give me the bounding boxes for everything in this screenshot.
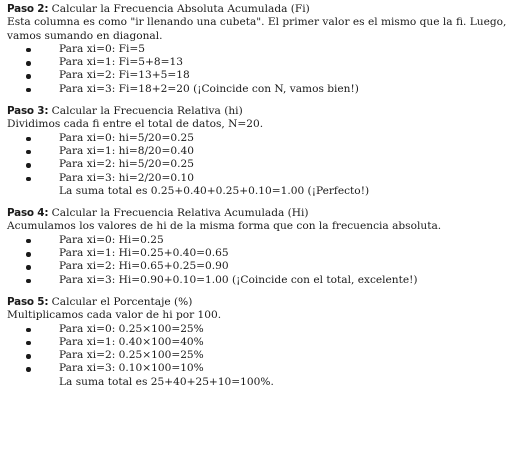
- step-title: Calcular el Porcentaje (%): [48, 295, 193, 308]
- list-item: Para xi=3: Fi=18+2=20 (¡Coincide con N, vamos bien!): [7, 83, 514, 96]
- list-item: Para xi=1: 0.40×100=40%: [7, 336, 514, 349]
- step-title: Calcular la Frecuencia Absoluta Acumulada (Fi): [48, 3, 310, 15]
- list-item: Para xi=2: 0.25×100=25%: [7, 349, 514, 362]
- sum-note: La suma total es 25+40+25+10=100%.: [59, 375, 274, 388]
- step-4-section: [7, 207, 514, 287]
- step-label: Paso 3:: [7, 105, 49, 118]
- calculation-list: [7, 132, 514, 185]
- step-4-heading: [7, 207, 514, 220]
- step-intro: Acumulamos los valores de hi de la misma forma que con la frecuencia absoluta.: [7, 220, 442, 233]
- step-title: Calcular la Frecuencia Relativa (hi): [48, 105, 243, 118]
- list-item: Para xi=0: Hi=0.25: [7, 234, 514, 247]
- step-title: Calcular la Frecuencia Relativa Acumulada (Hi): [48, 207, 309, 220]
- list-item: Para xi=3: Hi=0.90+0.10=1.00 (¡Coincide con el total, excelente!): [7, 274, 514, 287]
- calculation-list: [7, 43, 514, 96]
- list-item: Para xi=1: hi=8/20=0.40: [7, 145, 514, 158]
- list-item: Para xi=1: Fi=5+8=13: [7, 56, 514, 69]
- list-item: Para xi=3: hi=2/20=0.10: [7, 172, 514, 185]
- list-item: Para xi=0: Fi=5: [7, 43, 514, 56]
- list-item: Para xi=1: Hi=0.25+0.40=0.65: [7, 247, 514, 260]
- step-5-heading: [7, 296, 514, 309]
- step-label: Paso 2:: [7, 3, 49, 15]
- list-item: Para xi=2: Hi=0.65+0.25=0.90: [7, 260, 514, 273]
- list-item: Para xi=0: hi=5/20=0.25: [7, 132, 514, 145]
- step-3-section: [7, 105, 514, 198]
- step-2-heading: [7, 3, 514, 16]
- step-3-heading: [7, 105, 514, 118]
- step-2-section: [7, 3, 514, 96]
- step-5-section: [7, 296, 514, 389]
- step-intro: Esta columna es como "ir llenando una cubeta". El primer valor es el mismo que la fi. Luego, vamos sumando en diagonal.: [7, 16, 507, 42]
- sum-note: La suma total es 0.25+0.40+0.25+0.10=1.00 (¡Perfecto!): [59, 184, 370, 197]
- step-intro: Dividimos cada fi entre el total de datos, N=20.: [7, 118, 264, 131]
- list-item: Para xi=2: hi=5/20=0.25: [7, 158, 514, 171]
- step-label: Paso 4:: [7, 207, 49, 220]
- list-item: Para xi=2: Fi=13+5=18: [7, 69, 514, 82]
- step-intro: Multiplicamos cada valor de hi por 100.: [7, 309, 222, 322]
- list-item: Para xi=3: 0.10×100=10%: [7, 362, 514, 375]
- step-label: Paso 5:: [7, 295, 49, 308]
- calculation-list: [7, 323, 514, 376]
- calculation-list: [7, 234, 514, 287]
- list-item: Para xi=0: 0.25×100=25%: [7, 323, 514, 336]
